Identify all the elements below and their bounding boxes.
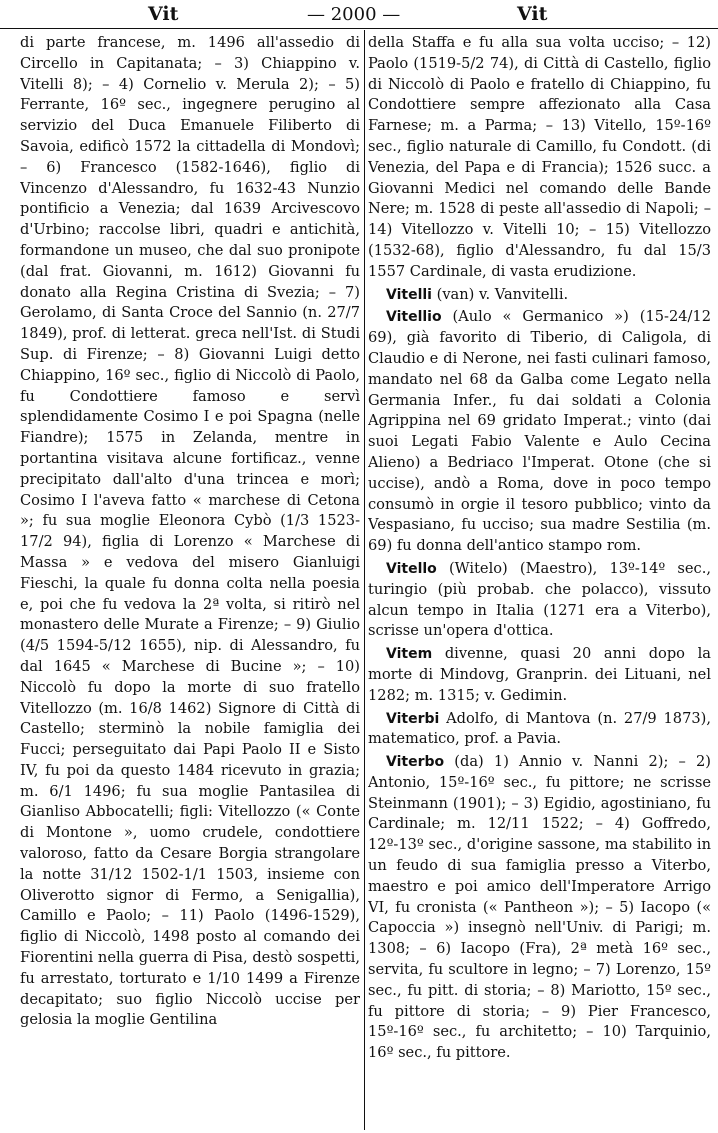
entry-continuation: [368, 33, 711, 283]
entry-vitem: [368, 644, 711, 706]
entry-headword: Vitem: [386, 646, 433, 663]
right-column: [368, 33, 711, 1127]
entry-vitellio: [368, 307, 711, 557]
page-number: — 2000 —: [307, 4, 401, 25]
entry-text: (Witelo) (Maestro), 13º-14º sec., turingio (più probab. che polacco), vissuto alcun tempo in Italia (1271 era a Viterbo), scrisse un'opera d'ottica.: [368, 559, 711, 640]
entry-text: (da) 1) Annio v. Nanni 2); – 2) Antonio, 15º-16º sec., fu pittore; ne scrisse Steinmann (1901); – 3) Egidio, agostiniano, fu Cardinale; m. 12/11 1522; – 4) Goffredo, 12º-13º sec., d'origine sassone, ma stabilito in un feudo di sua famiglia presso a Viterbo, maestro e poi amico dell'Imperatore Arrigo VI, fu cronista (« Pantheon »); – 5) Iacopo (« Capoccia ») insegnò nell'Univ. di Parigi; m. 1308; – 6) Iacopo (Fra), 2ª metà 16º sec., servita, fu scultore in legno; – 7) Lorenzo, 15º sec., fu pitt. di storia; – 8) Mariotto, 15º sec., fu pittore di storia; – 9) Pier Francesco, 15º-16º sec., fu architetto; – 10) Tarquinio, 16º sec., fu pittore.: [368, 753, 711, 1062]
running-head-right: Vit: [517, 3, 548, 25]
entry-text: (Aulo « Germanico ») (15-24/12 69), già favorito di Tiberio, di Caligola, di Claudio e di Nerone, nei fasti culinari famoso, mandato nel 68 da Galba come Legato nella Germania Infer., fu dai soldati a Colonia Agrippina nel 69 gridato Imperat.; vinto (dai suoi Legati Fabio Valente e Aulo Cecina Alieno) a Bedriaco l'Imperat. Otone (che si uccise), andò a Roma, dove in poco tempo consumò in orgie il tesoro pubblico; vinto da Vespasiano, fu ucciso; sua madre Sestilia (m. 69) fu donna dell'antico stampo rom.: [368, 308, 711, 555]
entry-viterbo: [368, 752, 711, 1064]
left-column: [20, 33, 360, 1127]
entry-continuation: [20, 33, 360, 1031]
column-divider: [364, 30, 365, 1130]
entry-vitelli: [368, 285, 711, 306]
entry-text: della Staffa e fu alla sua volta ucciso; – 12) Paolo (1519-5/2 74), di Città di Castello, figlio di Niccolò di Paolo e fratello di Chiappino, fu Condottiere sempre affezionato alla Casa Farnese; m. a Parma; – 13) Vitello, 15º-16º sec., figlio naturale di Camillo, fu Condott. (di Venezia, del Papa e di Francia); 1526 succ. a Giovanni Medici nel comando delle Bande Nere; m. 1528 di peste all'assedio di Napoli; – 14) Vitellozzo v. Vitelli 10; – 15) Vitellozzo (1532-68), figlio d'Alessandro, fu dal 15/3 1557 Cardinale, di vasta erudizione.: [368, 34, 711, 280]
entry-headword: Vitelli: [386, 286, 432, 303]
entry-headword: Viterbi: [386, 710, 440, 727]
entry-text: Adolfo, di Mantova (n. 27/9 1873), matematico, prof. a Pavia.: [368, 709, 711, 748]
entry-vitello: [368, 559, 711, 642]
page-header: [0, 0, 718, 29]
entry-text: (van) v. Vanvitelli.: [431, 285, 569, 303]
entry-headword: Vitellio: [386, 309, 442, 326]
entry-headword: Vitello: [386, 560, 437, 577]
running-head-left: Vit: [148, 3, 179, 25]
entry-viterbi: [368, 709, 711, 751]
entry-text: di parte francese, m. 1496 all'assedio di Circello in Capitanata; – 3) Chiappino v. Vitelli 8); – 4) Cornelio v. Merula 2); – 5) Ferrante, 16º sec., ingegnere perugino al servizio del Duca Emanuele Filiberto di Savoia, edificò 1572 la cittadella di Mondovì; – 6) Francesco (1582-1646), figlio di Vincenzo d'Alessandro, fu 1632-43 Nunzio pontificio a Venezia; dal 1639 Arcivescovo d'Urbino; raccolse libri, quadri e antichità, formandone un museo, che dal suo pronipote (dal frat. Giovanni, m. 1612) Giovanni fu donato alla Regina Cristina di Svezia; – 7) Gerolamo, di Santa Croce del Sannio (n. 27/7 1849), prof. di letterat. greca nell'Ist. di Studi Sup. di Firenze; – 8) Giovanni Luigi detto Chiappino, 16º sec., figlio di Niccolò di Paolo, fu Condottiere famoso e servì splendidamente Cosimo I e poi Spagna (nelle Fiandre); 1575 in Zelanda, mentre in portantina visitava alcune fortificaz., venne precipitato dall'alto d'una trincea e morì; Cosimo I l'aveva fatto « marchese di Cetona »; fu sua moglie Eleonora Cybò (1/3 1523-17/2 94), figlia di Lorenzo « Marchese di Massa » e vedova del misero Gianluigi Fieschi, la quale fu donna colta nella poesia e, poi che fu vedova la 2ª volta, si ritirò nel monastero delle Murate a Firenze; – 9) Giulio (4/5 1594-5/12 1655), nip. di Alessandro, fu dal 1645 « Marchese di Bucine »; – 10) Niccolò fu dopo la morte di suo fratello Vitellozzo (m. 16/8 1462) Signore di Città di Castello; sterminò la nobile famiglia dei Fucci; perseguitato dai Papi Paolo II e Sisto IV, fu poi da questo 1484 ricevuto in grazia; m. 6/1 1496; fu sua moglie Pantasilea di Gianliso Abbocatelli; figli: Vitellozzo (« Conte di Montone », uomo crudele, condottiere valoroso, fatto da Cesare Borgia strangolare la notte 31/12 1502-1/1 1503, insieme con Oliverotto signor di Fermo, a Senigallia), Camillo e Paolo; – 11) Paolo (1496-1529), figlio di Niccolò, 1498 posto al comando dei Fiorentini nella guerra di Pisa, destò sospetti, fu arrestato, torturato e 1/10 1499 a Firenze decapitato; suo figlio Niccolò uccise per gelosia la moglie Gentilina: [20, 34, 360, 1029]
entry-text: divenne, quasi 20 anni dopo la morte di Mindovg, Granprin. dei Lituani, nel 1282; m. 1315; v. Gedimin.: [368, 645, 711, 704]
entry-headword: Viterbo: [386, 754, 445, 771]
